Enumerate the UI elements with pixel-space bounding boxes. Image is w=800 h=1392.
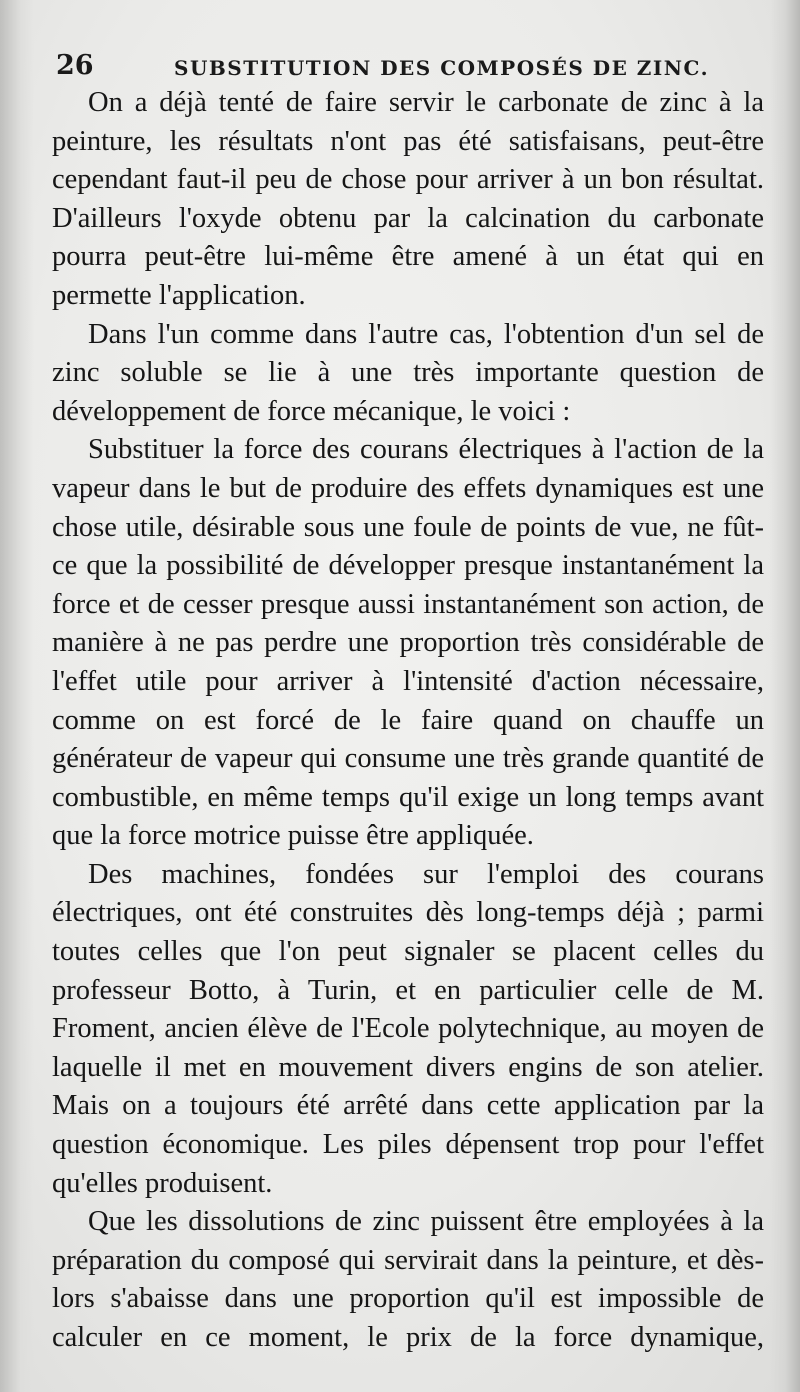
paragraph-machines: Des machines, fondées sur l'emploi des courans électriques, ont été construites dès long-temps déjà ; parmi toutes celles que l'on peut signaler se placent celles du professeur Botto, à Turin, et en particulier celle de M. Froment, ancien élève de l'Ecole polytechnique, au moyen de laquelle il met en mouvement divers engins de son atelier. Mais on a toujours été arrêté dans cette application par la question économique. Les piles dépensent trop pour l'effet qu'elles produisent. xyxy=(52,858,764,1199)
paragraph-carbonate-paint: On a déjà tenté de faire servir le carbonate de zinc à la peinture, les résultats n'ont pas été satisfaisans, peut-être cependant faut-il peu de chose pour arriver à un bon résultat. D'ailleurs l'oxyde obtenu par la calcination du carbonate pourra peut-être lui-même être amené à un état qui en permette l'application. xyxy=(52,87,764,311)
paragraph-zinc-dissolutions: Que les dissolutions de zinc puissent être employées à la préparation du composé qui servirait dans la peinture, et dès-lors s'abaisse dans une proportion qu'il est impossible de calculer en ce moment, le prix de la force dynamique, xyxy=(52,1206,764,1353)
paragraph-soluble-salt: Dans l'un comme dans l'autre cas, l'obtention d'un sel de zinc soluble se lie à une très importante question de développement de force mécanique, le voici : xyxy=(52,318,764,427)
body-text xyxy=(52,84,764,1358)
page-edge-shadow-right xyxy=(770,0,800,1392)
page-edge-shadow-left xyxy=(0,0,34,1392)
paragraph-electric-currents: Substituer la force des courans électriques à l'action de la vapeur dans le but de produire des effets dynamiques est une chose utile, désirable sous une foule de points de vue, ne fût-ce que la possibilité de développer presque instantanément la force et de cesser presque aussi instantanément son action, de manière à ne pas perdre une proportion très considérable de l'effet utile pour arriver à l'intensité d'action nécessaire, comme on est forcé de le faire quand on chauffe un générateur de vapeur qui consume une très grande quantité de combustible, en même temps qu'il exige un long temps avant que la force motrice puisse être appliquée. xyxy=(52,434,764,852)
page-number: 26 xyxy=(56,50,94,81)
page-header xyxy=(56,50,746,84)
running-title: SUBSTITUTION DES COMPOSÉS DE ZINC. xyxy=(174,56,710,80)
